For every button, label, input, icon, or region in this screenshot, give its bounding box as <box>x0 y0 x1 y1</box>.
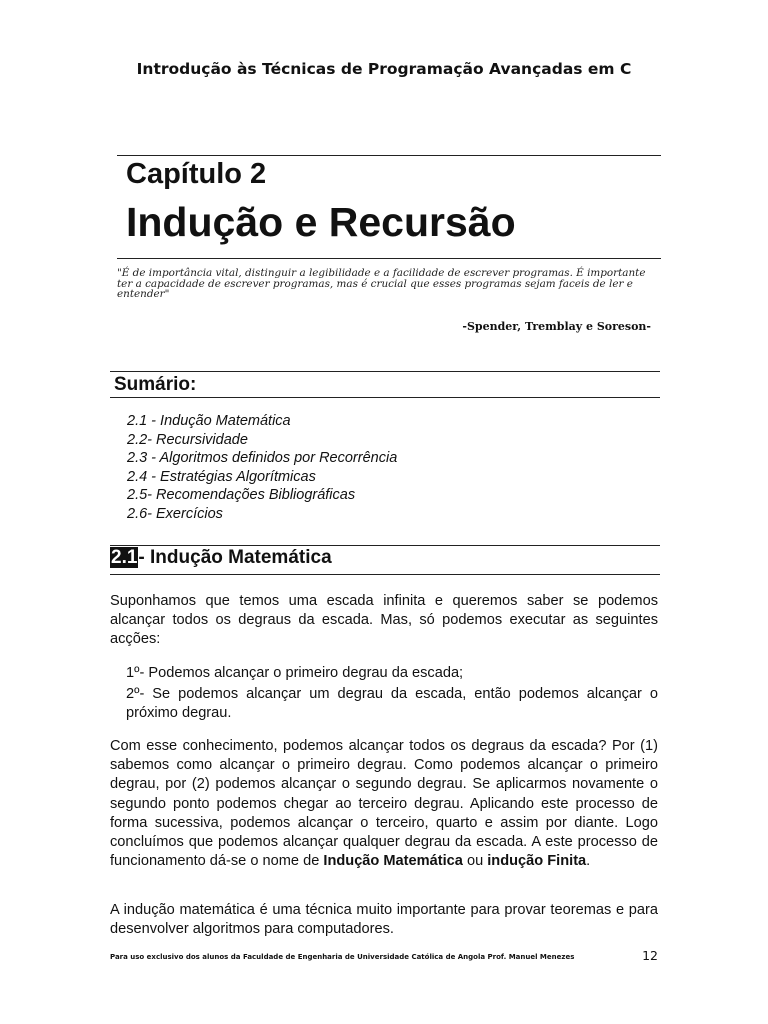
step-item: 2º- Se podemos alcançar um degrau da escada, então podemos alcançar o próximo degrau. <box>126 686 658 722</box>
chapter-label: Capítulo 2 <box>126 158 267 190</box>
summary-item: 2.6- Exercícios <box>127 505 223 522</box>
section-bottom-rule <box>110 574 660 575</box>
summary-item: 2.2- Recursividade <box>127 431 248 448</box>
term-inducao-finita: indução Finita <box>487 853 587 870</box>
summary-list <box>127 412 397 524</box>
chapter-title: Indução e Recursão <box>126 199 516 245</box>
section-heading <box>110 547 332 569</box>
section-top-rule <box>110 545 660 546</box>
summary-top-rule <box>110 371 660 372</box>
summary-item: 2.4 - Estratégias Algorítmicas <box>127 468 316 485</box>
summary-item: 2.5- Recomendações Bibliográficas <box>127 487 356 504</box>
summary-item: 2.3 - Algoritmos definidos por Recorrência <box>127 450 398 467</box>
section-number: 2.1 <box>111 547 138 568</box>
step-item: 1º- Podemos alcançar o primeiro degrau da escada; <box>126 665 464 681</box>
summary-item: 2.1 - Indução Matemática <box>127 413 291 429</box>
end-mark: . <box>586 853 591 870</box>
footer-note: Para uso exclusivo dos alunos da Faculdade de Engenharia de Universidade Católica de Angola Prof. Manuel Menezes <box>110 953 575 961</box>
document-header-title: Introdução às Técnicas de Programação Avançadas em C <box>136 60 632 78</box>
body-paragraph <box>110 737 658 871</box>
chapter-bottom-rule <box>117 258 661 259</box>
body-text: Com esse conhecimento, podemos alcançar todos os degraus da escada? Por (1) sabemos como alcançar o primeiro degrau. Como podemos alcançar o primeiro degrau, por (2) podemos alcançar o segundo degrau. Se aplicarmos novamente o segundo ponto podemos chegar ao terceiro degrau. Aplicando este processo de forma sucessiva, podemos alcançar o terceiro, quarto e assim por diante. Logo concluímos que podemos alcançar qualquer degrau da escada. A este processo de funcionamento dá-se o nome de <box>110 738 658 870</box>
connector-text: ou <box>466 853 484 870</box>
closing-paragraph: A indução matemática é uma técnica muito importante para provar teoremas e para desenvolver algoritmos para computadores. <box>110 902 658 938</box>
page-number: 12 <box>642 948 658 963</box>
intro-paragraph: Suponhamos que temos uma escada infinita e queremos saber se podemos alcançar todos os degraus da escada. Mas, só podemos executar as seguintes acções: <box>110 593 658 648</box>
epigraph-author: -Spender, Tremblay e Soreson- <box>462 320 651 333</box>
chapter-top-rule <box>117 155 661 156</box>
summary-bottom-rule <box>110 397 660 398</box>
summary-title: Sumário: <box>114 374 197 395</box>
section-title: - Indução Matemática <box>138 547 332 568</box>
term-inducao-matematica: Indução Matemática <box>323 853 463 870</box>
epigraph-quote: "É de importância vital, distinguir a legibilidade e a facilidade de escrever programas. É importante ter a capacidade de escrever programas, mas é crucial que esses programas sejam faceis de ler e entender" <box>117 267 646 300</box>
